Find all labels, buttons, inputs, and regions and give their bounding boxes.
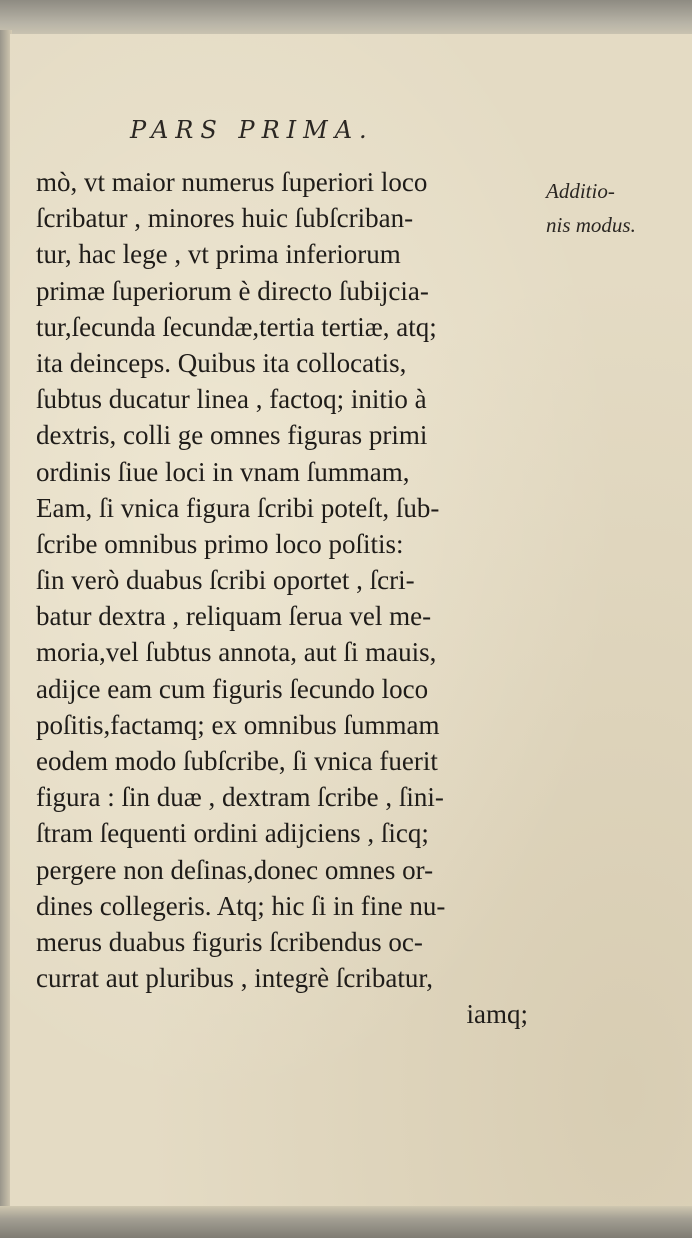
- text-line: figura : ſin duæ , dextram ſcribe , ſini-: [36, 782, 444, 813]
- text-line: poſitis,factamq; ex omnibus ſummam: [36, 709, 440, 740]
- text-line: tur, hac lege , vt prima inferiorum: [36, 239, 401, 270]
- catchword: iamq;: [466, 999, 528, 1030]
- text-line: tur,ſecunda ſecundæ,tertia tertiæ, atq;: [36, 311, 437, 342]
- text-line: adijce eam cum figuris ſecundo loco: [36, 673, 429, 704]
- text-line: moria,vel ſubtus annota, aut ſi mauis,: [36, 637, 437, 668]
- marginal-note-line: nis modus.: [546, 213, 636, 237]
- text-line: pergere non deſinas,donec omnes or-: [36, 854, 434, 885]
- body-text: [36, 164, 544, 1033]
- text-line: ordinis ſiue loci in vnam ſummam,: [36, 456, 410, 487]
- text-line: ſcribe omnibus primo loco poſitis:: [36, 528, 404, 559]
- text-line: ſcribatur , minores huic ſubſcriban-: [36, 203, 414, 234]
- text-line: currat aut pluribus , integrè ſcribatur,: [36, 963, 434, 994]
- text-line: eodem modo ſubſcribe, ſi vnica fuerit: [36, 746, 438, 776]
- text-line: dines collegeris. Atq; hic ſi in fine nu-: [36, 890, 446, 921]
- running-head: PARS PRIMA.: [130, 116, 374, 144]
- text-line: mò, vt maior numerus ſuperiori loco: [36, 167, 428, 197]
- text-line: batur dextra , reliquam ſerua vel me-: [36, 601, 432, 632]
- text-line: primæ ſuperiorum è directo ſubijcia-: [36, 275, 429, 306]
- book-top-edge: [0, 0, 692, 38]
- text-line: ſin verò duabus ſcribi oportet , ſcri-: [36, 565, 415, 596]
- marginal-note-line: Additio-: [546, 179, 615, 203]
- text-line: ſubtus ducatur linea , factoq; initio à: [36, 384, 427, 415]
- book-bottom-edge: [0, 1206, 692, 1238]
- text-line: merus duabus figuris ſcribendus oc-: [36, 926, 423, 957]
- marginal-note: [546, 174, 686, 242]
- text-line: Eam, ſi vnica figura ſcribi poteſt, ſub-: [36, 492, 440, 523]
- text-line: dextris, colli ge omnes figuras primi: [36, 420, 428, 451]
- text-line: ſtram ſequenti ordini adijciens , ſicq;: [36, 818, 429, 849]
- text-line: ita deinceps. Quibus ita collocatis,: [36, 347, 407, 378]
